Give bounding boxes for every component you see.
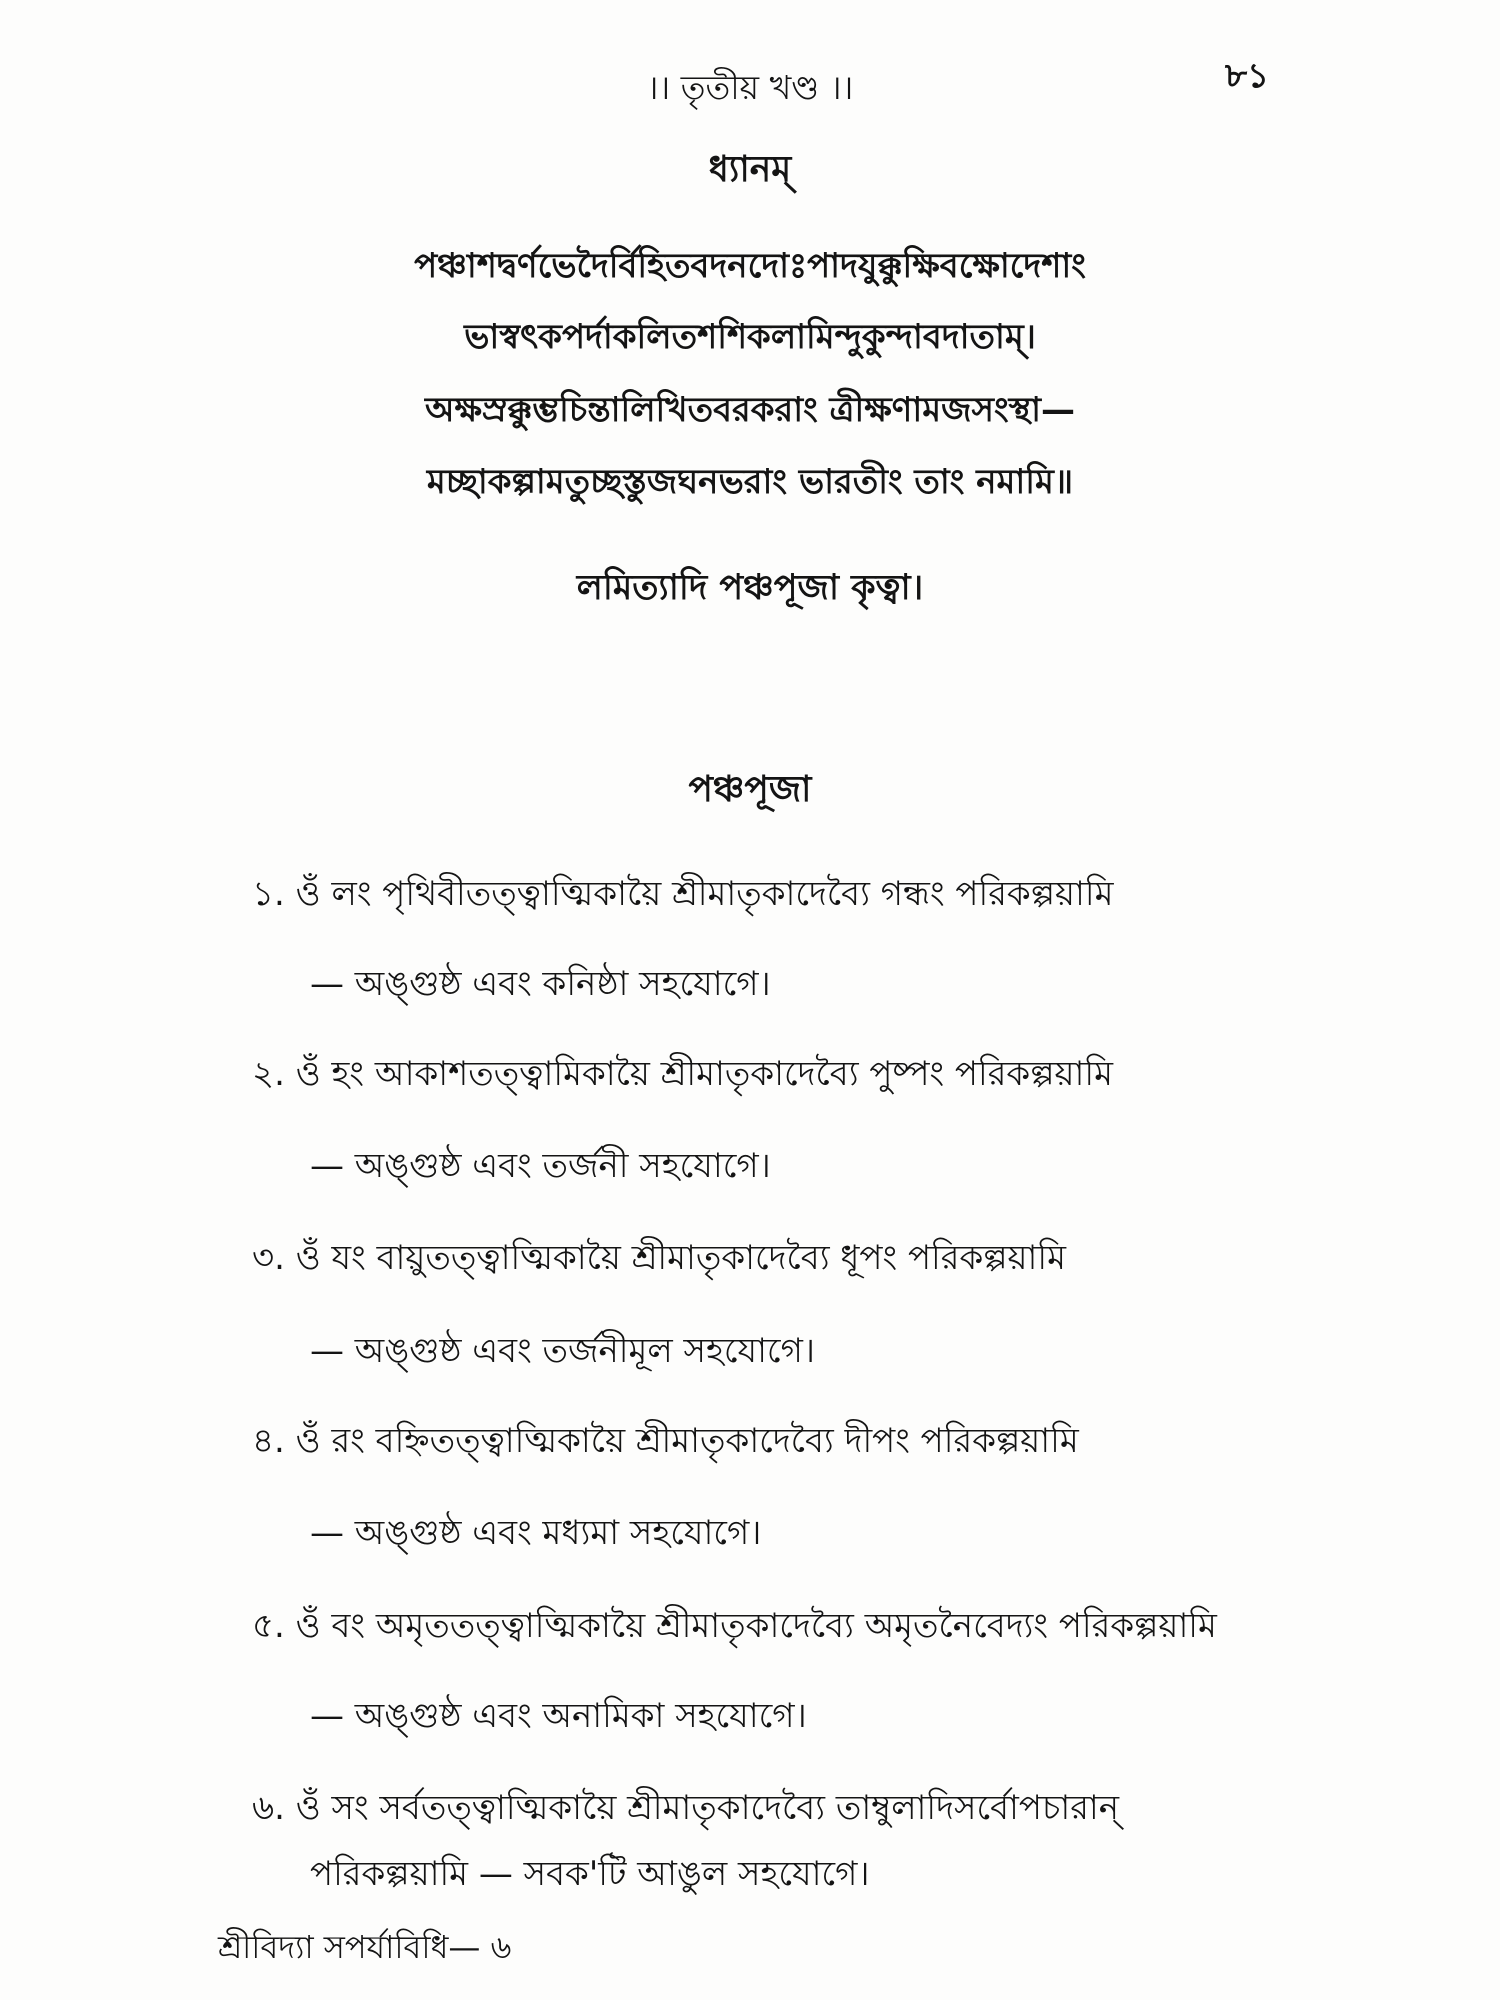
verse-line-1: পঞ্চাশদ্বর্ণভেদৈর্বিহিতবদনদোঃপাদযুক্কুক্ষিবক্ষোদেশাং — [414, 246, 1086, 286]
mantra-item-4: ৪. ওঁ রং বহ্নিতত্ত্বাত্মিকায়ৈ শ্রীমাতৃকাদেব্যৈ দীপং পরিকল্পয়ামি — [252, 1421, 1079, 1461]
verse-line-4: মচ্ছাকল্পামতুচ্ছস্তুজঘনভরাং ভারতীং তাং নমামি॥ — [426, 462, 1074, 502]
instruction-line: লমিত্যাদি পঞ্চপূজা কৃত্বা। — [576, 568, 924, 608]
mudra-note-2: — অঙ্গুষ্ঠ এবং তর্জনী সহযোগে। — [310, 1146, 771, 1186]
mantra-item-1: ১. ওঁ লং পৃথিবীতত্ত্বাত্মিকায়ৈ শ্রীমাতৃকাদেব্যৈ গন্ধং পরিকল্পয়ামি — [252, 874, 1114, 914]
mudra-note-3: — অঙ্গুষ্ঠ এবং তর্জনীমূল সহযোগে। — [310, 1331, 816, 1371]
verse-line-3: অক্ষস্রক্কুম্ভচিন্তালিখিতবরকরাং ত্রীক্ষণামজসংস্থা— — [425, 390, 1075, 430]
panchapuja-title: পঞ্চপূজা — [688, 769, 812, 810]
running-head: ।। তৃতীয় খণ্ড ।। — [646, 68, 854, 107]
page-number: ৮১ — [1225, 56, 1270, 96]
mantra-item-6: ৬. ওঁ সং সর্বতত্ত্বাত্মিকায়ৈ শ্রীমাতৃকাদেব্যৈ তাম্বুলাদিসর্বোপচারান্ — [252, 1788, 1120, 1828]
mantra-item-6-continuation: পরিকল্পয়ামি — সবক'টি আঙুল সহযোগে। — [310, 1854, 870, 1894]
dhyanam-title: ধ্যানম্ — [708, 149, 792, 190]
mudra-note-1: — অঙ্গুষ্ঠ এবং কনিষ্ঠা সহযোগে। — [310, 964, 771, 1004]
mantra-item-5: ৫. ওঁ বং অমৃততত্ত্বাত্মিকায়ৈ শ্রীমাতৃকাদেব্যৈ অমৃতনৈবেদ্যং পরিকল্পয়ামি — [252, 1606, 1217, 1646]
mudra-note-4: — অঙ্গুষ্ঠ এবং মধ্যমা সহযোগে। — [310, 1513, 762, 1553]
mantra-item-3: ৩. ওঁ যং বায়ুতত্ত্বাত্মিকায়ৈ শ্রীমাতৃকাদেব্যৈ ধূপং পরিকল্পয়ামি — [252, 1238, 1067, 1278]
mantra-item-2: ২. ওঁ হং আকাশতত্ত্বামিকায়ৈ শ্রীমাতৃকাদেব্যৈ পুষ্পং পরিকল্পয়ামি — [252, 1054, 1113, 1094]
mudra-note-5: — অঙ্গুষ্ঠ এবং অনামিকা সহযোগে। — [310, 1696, 807, 1736]
verse-line-2: ভাস্বৎকপর্দাকলিতশশিকলামিন্দুকুন্দাবদাতাম্। — [464, 317, 1036, 357]
book-signature: শ্রীবিদ্যা সপর্যাবিধি— ৬ — [218, 1928, 512, 1966]
